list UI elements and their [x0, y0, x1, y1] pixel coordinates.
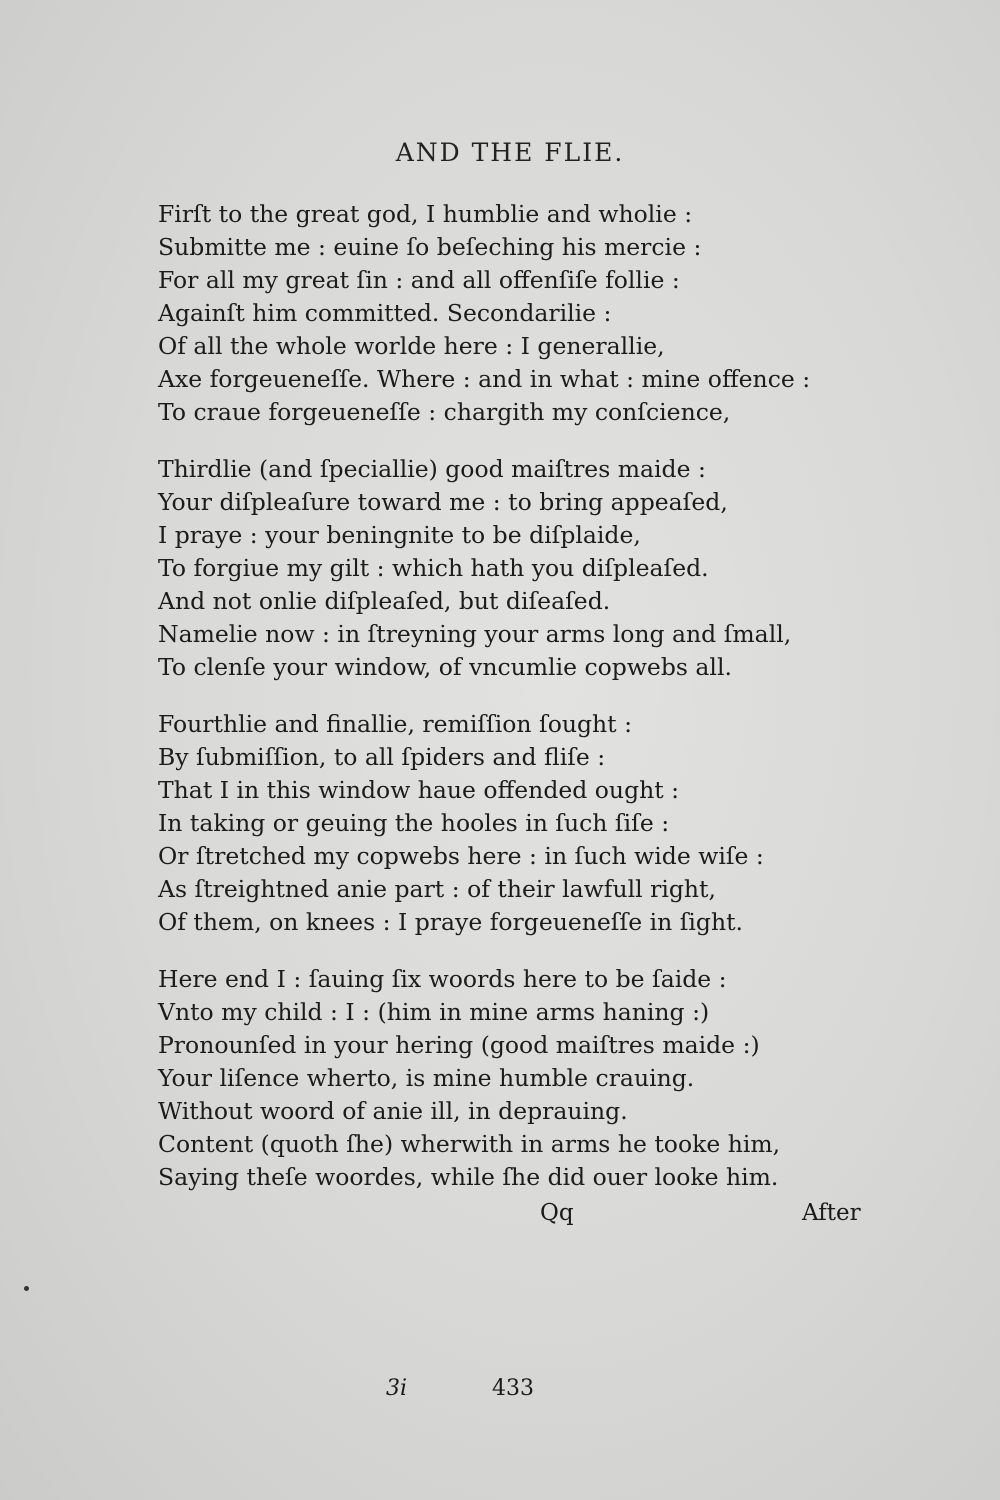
verse-line: I praye : your beningnite to be diſplaide, [158, 521, 641, 549]
verse-line: Here end I : ſauing ſix woords here to be ſaide : [158, 965, 727, 993]
verse-line: Or ſtretched my copwebs here : in ſuch wide wiſe : [158, 842, 764, 870]
stanza-2 [158, 453, 878, 684]
catchword: After [802, 1200, 861, 1226]
verse-line: Firſt to the great god, I humblie and wholie : [158, 200, 693, 228]
verse-line: Fourthlie and finallie, remiſſion ſought : [158, 710, 632, 738]
verse-line: Of all the whole worlde here : I generallie, [158, 332, 665, 360]
verse-line: Content (quoth ſhe) wherwith in arms he tooke him, [158, 1130, 781, 1158]
page-number: 433 [492, 1376, 534, 1401]
verse-line: Saying theſe woordes, while ſhe did ouer looke him. [158, 1163, 779, 1191]
verse-line: Againſt him committed. Secondarilie : [158, 299, 612, 327]
verse-line: To forgiue my gilt : which hath you diſpleaſed. [158, 554, 709, 582]
verse-line: Your liſence wherto, is mine humble crauing. [158, 1064, 695, 1092]
stanza-4 [158, 963, 878, 1194]
verse-line: To clenſe your window, of vncumlie copwebs all. [158, 653, 732, 681]
verse-line: Pronounſed in your hering (good maiſtres maide :) [158, 1031, 760, 1059]
verse-line: Submitte me : euine ſo beſeching his mercie : [158, 233, 702, 261]
running-head: AND THE FLIE. [395, 138, 625, 167]
verse-line: That I in this window haue offended ought : [158, 776, 680, 804]
verse-line: Of them, on knees : I praye forgeueneſſe in ſight. [158, 908, 744, 936]
verse-line: Vnto my child : I : (him in mine arms haning :) [158, 998, 710, 1026]
verse-line: To craue forgeueneſſe : chargith my conſcience, [158, 398, 731, 426]
sheet-mark: 3i [386, 1376, 408, 1401]
page-footer [0, 1376, 1000, 1406]
signature-catchword-row [0, 1200, 1000, 1234]
verse-line: Axe forgeueneſſe. Where : and in what : mine offence : [158, 365, 811, 393]
verse-line: Thirdlie (and ſpeciallie) good maiſtres maide : [158, 455, 706, 483]
signature-mark: Qq [540, 1200, 574, 1226]
stanza-1 [158, 198, 878, 429]
verse-line: Your diſpleaſure toward me : to bring appeaſed, [158, 488, 728, 516]
ink-speck [24, 1286, 29, 1291]
stanza-3 [158, 708, 878, 939]
verse-line: Namelie now : in ſtreyning your arms long and ſmall, [158, 620, 792, 648]
verse-line: By ſubmiſſion, to all ſpiders and fliſe : [158, 743, 606, 771]
verse-line: For all my great ſin : and all offenſiſe follie : [158, 266, 680, 294]
verse-line: And not onlie diſpleaſed, but diſeaſed. [158, 587, 611, 615]
poem-body [158, 198, 878, 1218]
verse-line: In taking or geuing the hooles in ſuch ſiſe : [158, 809, 670, 837]
verse-line: As ſtreightned anie part : of their lawfull right, [158, 875, 716, 903]
verse-line: Without woord of anie ill, in deprauing. [158, 1097, 628, 1125]
